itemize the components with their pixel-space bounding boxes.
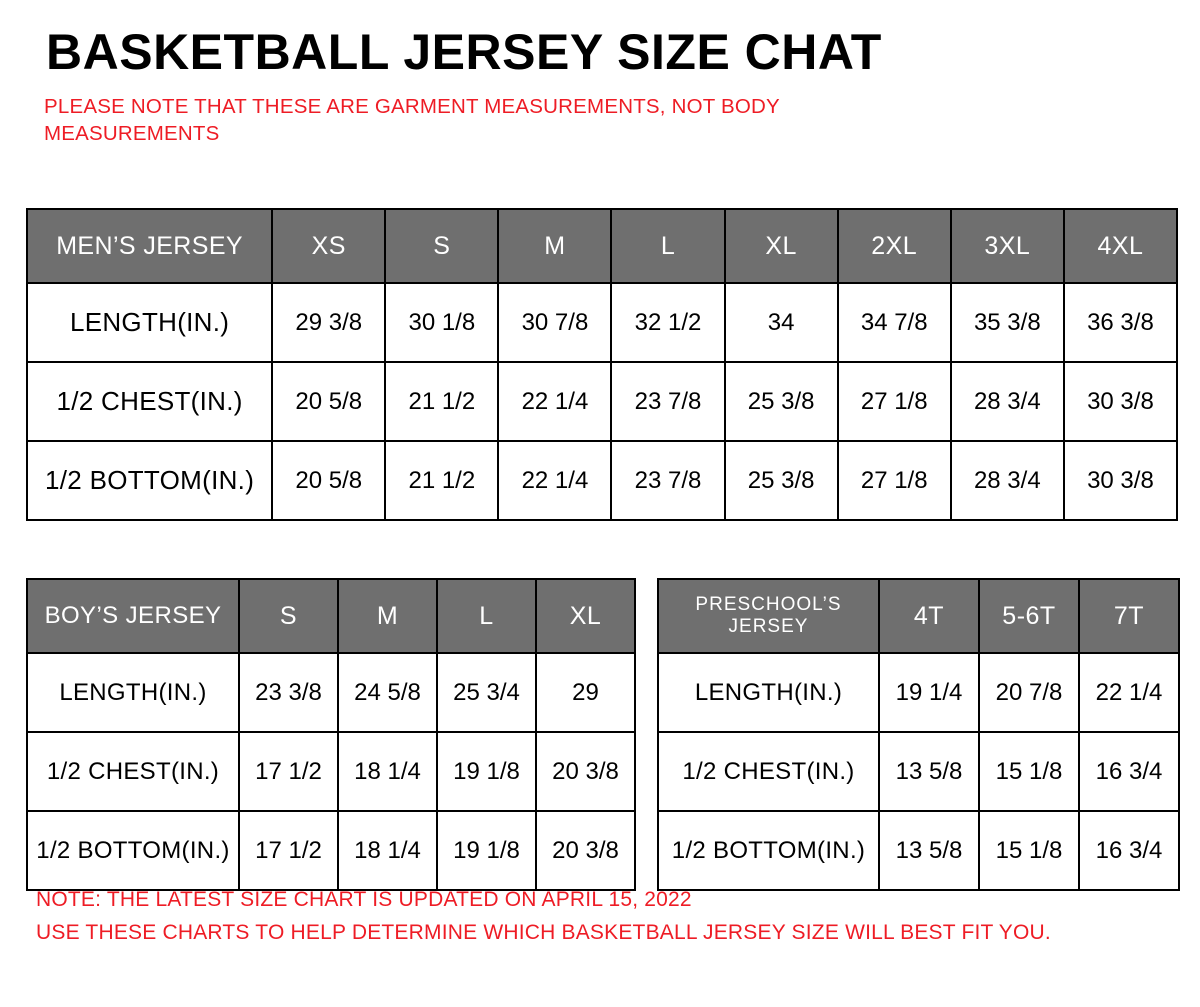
table-cell: 16 3/4: [1079, 811, 1179, 890]
table-cell: 22 1/4: [498, 441, 611, 520]
table-cell: 29: [536, 653, 635, 732]
column-header: XL: [536, 579, 635, 653]
table-cell: 17 1/2: [239, 811, 338, 890]
table-row: [658, 732, 1179, 811]
table-cell: 29 3/8: [272, 283, 385, 362]
table-row: [27, 811, 635, 890]
column-header: 2XL: [838, 209, 951, 283]
column-header: 5-6T: [979, 579, 1079, 653]
table-row: [27, 283, 1177, 362]
table-row: [27, 653, 635, 732]
table-row: [27, 441, 1177, 520]
table-cell: 30 7/8: [498, 283, 611, 362]
column-header: 3XL: [951, 209, 1064, 283]
table-cell: 18 1/4: [338, 732, 437, 811]
table-cell: 27 1/8: [838, 441, 951, 520]
table-cell: 15 1/8: [979, 811, 1079, 890]
table-row: [658, 653, 1179, 732]
column-header: S: [385, 209, 498, 283]
table-cell: 34 7/8: [838, 283, 951, 362]
bottom-note-line: USE THESE CHARTS TO HELP DETERMINE WHICH BASKETBALL JERSEY SIZE WILL BEST FIT YOU.: [36, 920, 1051, 944]
table-cell: 25 3/4: [437, 653, 536, 732]
table-cell: 18 1/4: [338, 811, 437, 890]
table-cell: 35 3/8: [951, 283, 1064, 362]
column-header: MEN’S JERSEY: [27, 209, 272, 283]
table-row: [658, 811, 1179, 890]
row-label: 1/2 BOTTOM(IN.): [658, 811, 879, 890]
table-cell: 30 3/8: [1064, 362, 1177, 441]
top-note: PLEASE NOTE THAT THESE ARE GARMENT MEASUREMENTS, NOT BODY MEASUREMENTS: [44, 94, 780, 146]
table-cell: 17 1/2: [239, 732, 338, 811]
column-header: XL: [725, 209, 838, 283]
table-cell: 19 1/8: [437, 811, 536, 890]
row-label: 1/2 BOTTOM(IN.): [27, 441, 272, 520]
column-header: L: [437, 579, 536, 653]
table-header-row: [27, 579, 635, 653]
table-cell: 28 3/4: [951, 362, 1064, 441]
preschool-jersey-table: [657, 578, 1180, 891]
row-label: 1/2 BOTTOM(IN.): [27, 811, 239, 890]
table-cell: 30 3/8: [1064, 441, 1177, 520]
table-cell: 30 1/8: [385, 283, 498, 362]
table-cell: 23 7/8: [611, 441, 724, 520]
table-cell: 25 3/8: [725, 362, 838, 441]
row-label: 1/2 CHEST(IN.): [658, 732, 879, 811]
table-cell: 34: [725, 283, 838, 362]
row-label: LENGTH(IN.): [27, 653, 239, 732]
table-cell: 36 3/8: [1064, 283, 1177, 362]
table-cell: 20 3/8: [536, 732, 635, 811]
bottom-notes: [36, 884, 1051, 949]
table-cell: 21 1/2: [385, 362, 498, 441]
table-cell: 19 1/8: [437, 732, 536, 811]
row-label: LENGTH(IN.): [27, 283, 272, 362]
table-cell: 23 3/8: [239, 653, 338, 732]
table-cell: 27 1/8: [838, 362, 951, 441]
row-label: LENGTH(IN.): [658, 653, 879, 732]
column-header: XS: [272, 209, 385, 283]
table-header-row: [658, 579, 1179, 653]
table-cell: 23 7/8: [611, 362, 724, 441]
column-header: S: [239, 579, 338, 653]
boys-jersey-table: [26, 578, 636, 891]
table-cell: 13 5/8: [879, 732, 979, 811]
column-header: BOY’S JERSEY: [27, 579, 239, 653]
table-header-row: [27, 209, 1177, 283]
column-header: M: [338, 579, 437, 653]
table-cell: 13 5/8: [879, 811, 979, 890]
page-title: BASKETBALL JERSEY SIZE CHAT: [46, 24, 882, 80]
table-cell: 20 5/8: [272, 441, 385, 520]
table-cell: 21 1/2: [385, 441, 498, 520]
table-cell: 15 1/8: [979, 732, 1079, 811]
table-cell: 19 1/4: [879, 653, 979, 732]
column-header: PRESCHOOL’S JERSEY: [658, 579, 879, 653]
table-cell: 22 1/4: [1079, 653, 1179, 732]
table-cell: 24 5/8: [338, 653, 437, 732]
bottom-note-line: NOTE: THE LATEST SIZE CHART IS UPDATED ON APRIL 15, 2022: [36, 888, 692, 911]
row-label: 1/2 CHEST(IN.): [27, 732, 239, 811]
table-cell: 28 3/4: [951, 441, 1064, 520]
table-cell: 22 1/4: [498, 362, 611, 441]
table-cell: 16 3/4: [1079, 732, 1179, 811]
table-cell: 20 3/8: [536, 811, 635, 890]
column-header: 7T: [1079, 579, 1179, 653]
column-header: L: [611, 209, 724, 283]
column-header: 4T: [879, 579, 979, 653]
table-cell: 20 5/8: [272, 362, 385, 441]
table-cell: 32 1/2: [611, 283, 724, 362]
column-header: M: [498, 209, 611, 283]
mens-jersey-table: [26, 208, 1178, 521]
table-row: [27, 362, 1177, 441]
column-header: 4XL: [1064, 209, 1177, 283]
table-row: [27, 732, 635, 811]
row-label: 1/2 CHEST(IN.): [27, 362, 272, 441]
table-cell: 20 7/8: [979, 653, 1079, 732]
table-cell: 25 3/8: [725, 441, 838, 520]
